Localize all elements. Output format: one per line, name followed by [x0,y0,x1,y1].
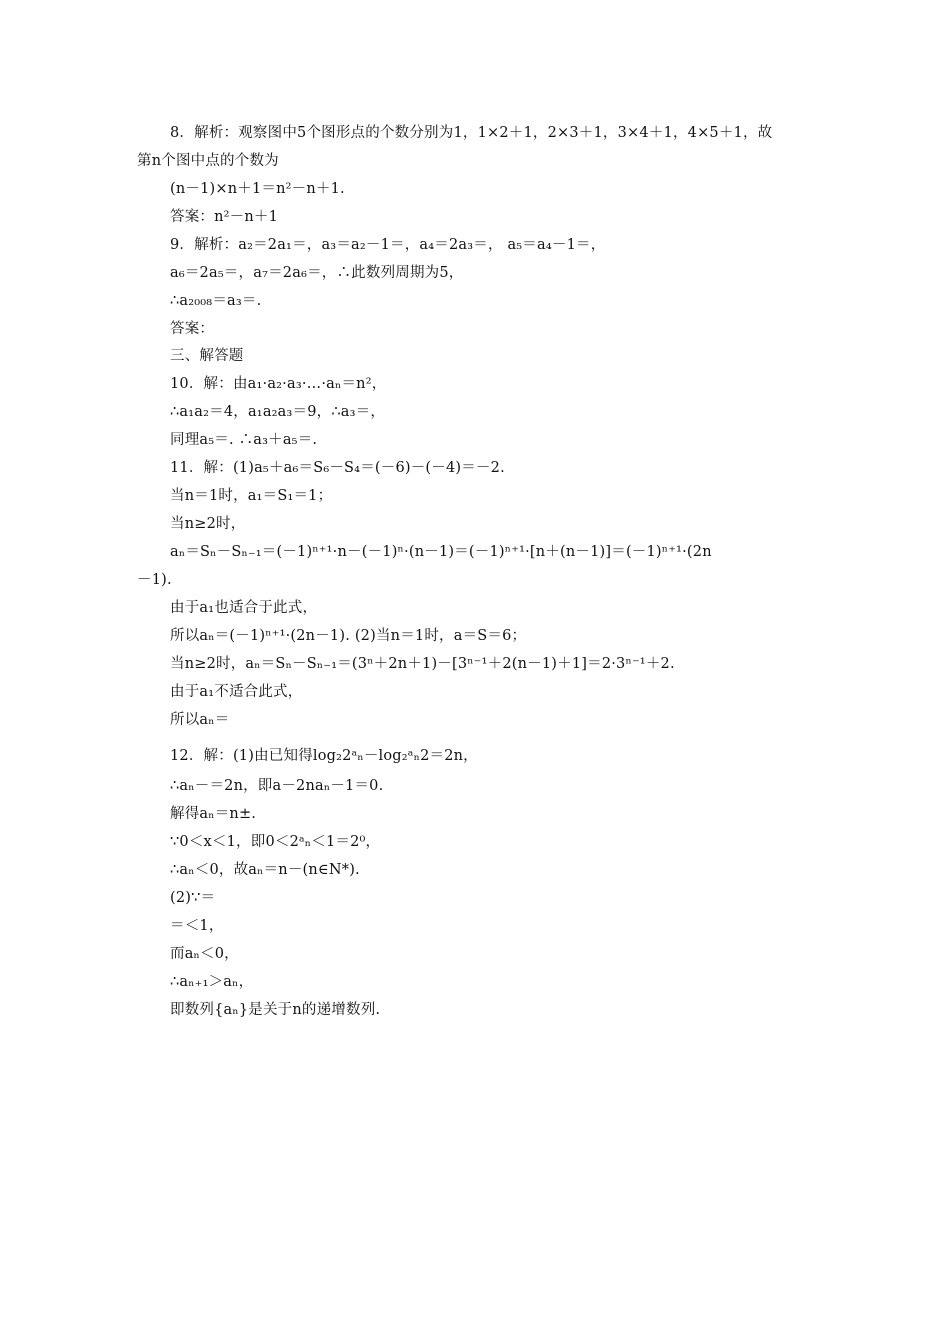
text-line: 8．解析：观察图中5个图形点的个数分别为1，1×2＋1，2×3＋1，3×4＋1，4×5＋1，故 [170,125,773,141]
text-line: ∴aₙ＜0，故aₙ＝n－(n∈N*). [170,862,360,878]
text-line: 即数列{aₙ}是关于n的递增数列. [170,1002,381,1018]
text-line: (n－1)×n＋1＝n²－n＋1. [170,181,345,197]
text-line: 11．解：(1)a₅＋a₆＝S₆－S₄＝(－6)－(－4)＝－2. [170,460,505,476]
text-line: ∴a₁a₂＝4，a₁a₂a₃＝9，∴a₃＝， [170,404,386,420]
text-line: ∴a₂₀₀₈＝a₃＝. [170,293,262,309]
section-heading: 三、解答题 [170,348,244,364]
text-line: 当n≥2时， [170,516,246,532]
text-line: 由于a₁不适合此式， [170,684,303,700]
text-line: ＝＜1， [170,918,224,934]
text-line: 所以aₙ＝ [170,712,230,728]
text-line: 第n个图中点的个数为 [137,153,279,169]
text-line: ∴aₙ₊₁＞aₙ， [170,974,254,990]
text-line: 当n≥2时，aₙ＝Sₙ－Sₙ₋₁＝(3ⁿ＋2n＋1)－[3ⁿ⁻¹＋2(n－1)＋1]＝2·3ⁿ⁻¹＋2. [170,656,675,672]
text-line: 解得aₙ＝n±. [170,806,257,822]
text-line: 当n＝1时，a₁＝S₁＝1； [170,488,333,504]
text-line: (2)∵＝ [170,890,216,906]
text-line: 由于a₁也适合于此式， [170,600,318,616]
text-line: 12．解：(1)由已知得log₂2ᵃₙ－log₂ᵃₙ2＝2n， [170,748,478,764]
text-line: a₆＝2a₅＝，a₇＝2a₆＝，∴此数列周期为5， [170,265,464,281]
text-line: 所以aₙ＝(－1)ⁿ⁺¹·(2n－1). (2)当n＝1时，a＝S＝6； [170,628,527,644]
text-line: 同理a₅＝. ∴a₃＋a₅＝. [170,432,318,448]
text-line: 10．解：由a₁·a₂·a₃·…·aₙ＝n²， [170,376,387,392]
text-line: aₙ＝Sₙ－Sₙ₋₁＝(－1)ⁿ⁺¹·n－(－1)ⁿ·(n－1)＝(－1)ⁿ⁺¹·[n＋(n－1)]＝(－1)ⁿ⁺¹·(2n [170,544,712,560]
text-line: 9．解析：a₂＝2a₁＝，a₃＝a₂－1＝，a₄＝2a₃＝， a₅＝a₄－1＝， [170,237,606,253]
text-line: 答案：n²－n＋1 [170,209,279,225]
text-line: 而aₙ＜0， [170,946,239,962]
text-line: ∵0＜x＜1，即0＜2ᵃₙ＜1＝2⁰， [170,834,381,850]
text-line: 答案： [170,321,215,337]
text-line: －1). [137,572,172,588]
text-line: ∴aₙ－＝2n，即a－2naₙ－1＝0. [170,778,384,794]
